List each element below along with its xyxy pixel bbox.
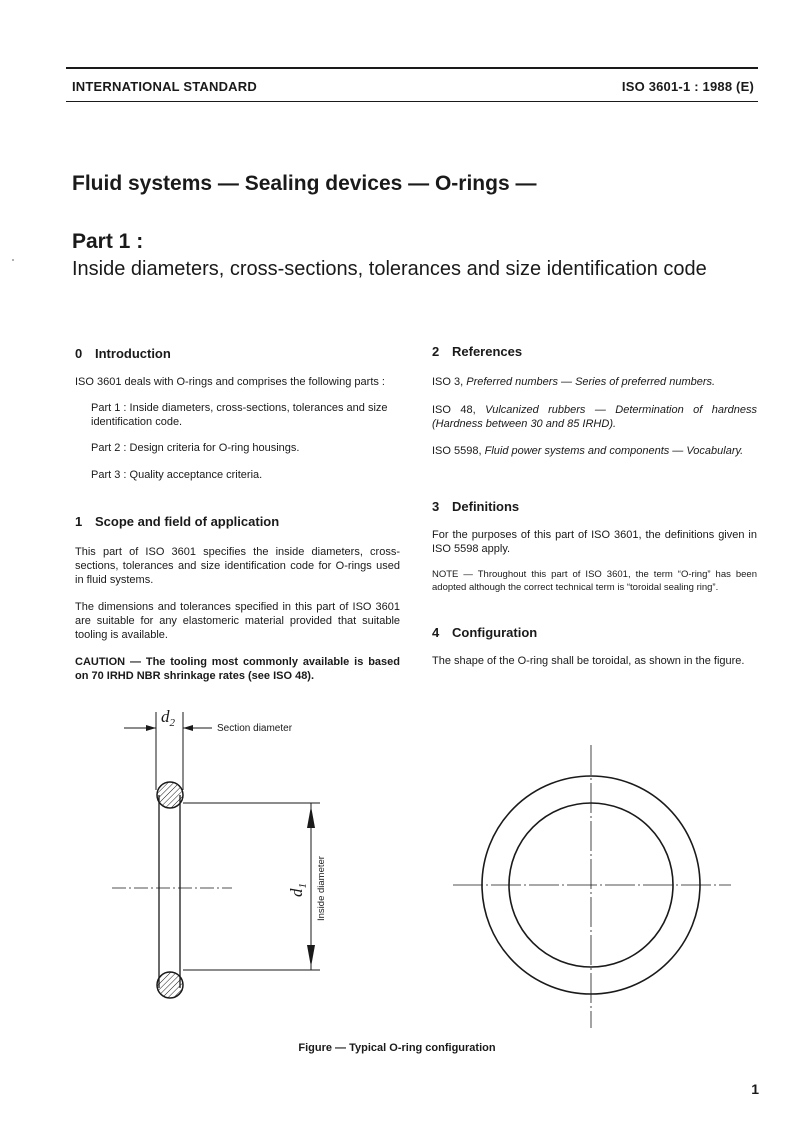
part-subtitle: Inside diameters, cross-sections, tolerances and size identification code xyxy=(72,258,707,280)
section-heading: 0 Introduction xyxy=(75,346,171,361)
configuration-paragraph: The shape of the O-ring shall be toroidal, as shown in the figure. xyxy=(432,655,745,667)
definitions-paragraph: For the purposes of this part of ISO 3601, the definitions given in ISO 5598 apply. xyxy=(432,529,757,555)
scope-paragraph-2: The dimensions and tolerances specified in this part of ISO 3601 are suitable for any elastomeric material provided that suitable tooling is available. xyxy=(75,601,400,641)
arrow-icon xyxy=(183,725,193,731)
scope-paragraph-1: This part of ISO 3601 specifies the inside diameters, cross-sections, tolerances and size identification code for O-rings used in fluid systems. xyxy=(75,546,400,586)
list-item: Part 2 : Design criteria for O-ring housings. xyxy=(91,442,300,454)
reference-item: ISO 5598, Fluid power systems and components — Vocabulary. xyxy=(432,445,744,457)
reference-item: ISO 3, Preferred numbers — Series of preferred numbers. xyxy=(432,376,716,388)
section-heading: 1 Scope and field of application xyxy=(75,514,280,529)
caution-note: CAUTION — The tooling most commonly available is based on 70 IRHD NBR shrinkage rates (see ISO 48). xyxy=(75,656,400,682)
arrow-icon xyxy=(307,806,315,828)
inside-diameter-label: Inside diameter xyxy=(316,856,327,921)
document-title: Fluid systems — Sealing devices — O-rings — xyxy=(72,172,537,195)
intro-paragraph: ISO 3601 deals with O-rings and comprises the following parts : xyxy=(75,376,385,388)
list-item: Part 1 : Inside diameters, cross-sections, tolerances and size identification code. xyxy=(91,402,388,428)
arrow-icon xyxy=(307,945,315,967)
section-diameter-label: Section diameter xyxy=(217,723,293,734)
document-number: ISO 3601-1 : 1988 (E) xyxy=(621,79,754,94)
cross-section-top xyxy=(157,782,183,808)
d1-label: $d_1$ xyxy=(287,883,309,897)
definitions-note: NOTE — Throughout this part of ISO 3601, the term “O-ring” has been adopted although the correct technical term is “toroidal sealing ring”. xyxy=(432,569,757,593)
figure-caption: Figure — Typical O-ring configuration xyxy=(298,1042,496,1054)
list-item: Part 3 : Quality acceptance criteria. xyxy=(91,469,263,481)
section-heading: 2 References xyxy=(432,344,523,359)
section-heading: 4 Configuration xyxy=(432,625,538,640)
reference-item: ISO 48, Vulcanized rubbers — Determination of hardness (Hardness between 30 and 85 IRHD). xyxy=(432,404,758,430)
d2-label: $d_2$ xyxy=(161,707,175,729)
section-heading: 3 Definitions xyxy=(432,499,520,514)
arrow-icon xyxy=(146,725,156,731)
side-view xyxy=(112,707,327,998)
part-number: Part 1 : xyxy=(72,230,144,253)
cross-section-bottom xyxy=(157,972,183,998)
document-type: INTERNATIONAL STANDARD xyxy=(72,79,257,94)
front-view xyxy=(453,745,731,1028)
page-number: 1 xyxy=(751,1081,759,1097)
